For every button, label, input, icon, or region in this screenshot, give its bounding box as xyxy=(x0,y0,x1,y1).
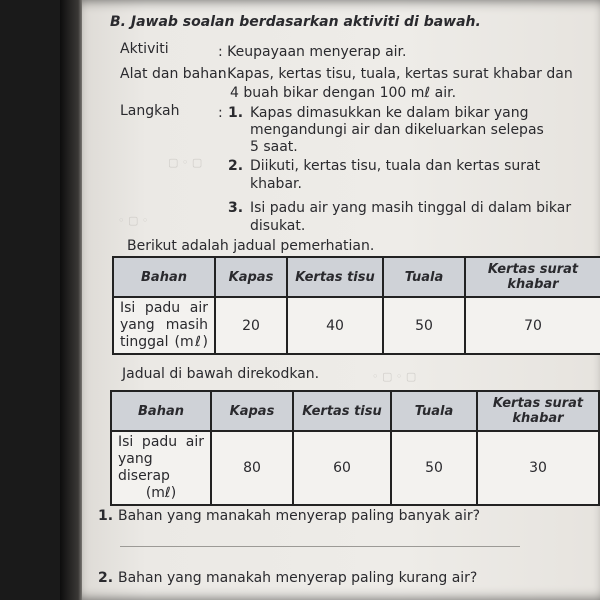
question-1-number: 1. xyxy=(98,508,114,524)
section-heading: B. Jawab soalan berdasarkan aktiviti di bawah. xyxy=(110,14,481,30)
step-3-line-1: Isi padu air yang masih tinggal di dalam bikar xyxy=(250,200,572,216)
step-3-number: 3. xyxy=(228,200,244,216)
question-2-number: 2. xyxy=(98,570,114,586)
langkah-colon: : xyxy=(218,105,223,121)
table-row xyxy=(111,431,599,505)
header-kertas-surat-line-2: khabar xyxy=(507,277,559,292)
value-kertas-surat-khabar: 70 xyxy=(465,297,600,354)
answer-line-1[interactable] xyxy=(120,546,520,547)
table-2-caption: Jadual di bawah direkodkan. xyxy=(122,366,320,382)
header-kertas-tisu: Kertas tisu xyxy=(287,257,383,297)
step-1-line-1: Kapas dimasukkan ke dalam bikar yang xyxy=(250,105,529,121)
step-1-line-3: 5 saat. xyxy=(250,139,298,155)
row-label-cell xyxy=(113,297,215,354)
header-kertas-surat-line-1: Kertas surat xyxy=(487,262,579,277)
table-header-row xyxy=(113,257,600,297)
row-label-line-3: (mℓ) xyxy=(145,485,177,501)
value-tuala: 50 xyxy=(391,431,477,505)
header-kapas: Kapas xyxy=(211,391,293,431)
recorded-table xyxy=(110,390,600,506)
row-label-cell xyxy=(111,431,211,505)
row-label-line-2: yang masih xyxy=(120,317,208,333)
step-2-number: 2. xyxy=(228,158,244,174)
header-bahan: Bahan xyxy=(113,257,215,297)
row-label-line-3: tinggal (mℓ) xyxy=(120,334,208,350)
row-label-line-1: Isi padu air xyxy=(120,300,208,316)
value-kertas-surat-khabar: 30 xyxy=(477,431,599,505)
step-2-line-1: Diikuti, kertas tisu, tuala dan kertas surat xyxy=(250,158,541,174)
step-1-line-2: mengandungi air dan dikeluarkan selepas xyxy=(250,122,544,138)
value-kapas: 80 xyxy=(211,431,293,505)
header-kertas-tisu: Kertas tisu xyxy=(293,391,391,431)
value-kertas-tisu: 60 xyxy=(293,431,391,505)
aktiviti-label: Aktiviti xyxy=(120,41,169,57)
question-1-text: Bahan yang manakah menyerap paling banyak air? xyxy=(118,508,481,524)
bleed-through-mark: ▢ ◦ ▢ xyxy=(168,156,203,169)
bleed-through-mark: ◦ ▢ ◦ xyxy=(118,214,149,227)
bleed-through-mark: ◦ ▢ ◦ ▢ xyxy=(372,370,417,383)
value-kapas: 20 xyxy=(215,297,287,354)
step-3-line-2: disukat. xyxy=(250,218,306,234)
alat-label: Alat dan bahan xyxy=(120,66,227,82)
header-kertas-surat-line-2: khabar xyxy=(512,411,564,426)
row-label-line-2: yang diserap xyxy=(118,451,170,484)
header-tuala: Tuala xyxy=(391,391,477,431)
header-tuala: Tuala xyxy=(383,257,465,297)
langkah-label: Langkah xyxy=(120,103,180,119)
value-tuala: 50 xyxy=(383,297,465,354)
step-2-line-2: khabar. xyxy=(250,176,302,192)
header-kertas-surat-line-1: Kertas surat xyxy=(492,396,584,411)
row-label-line-1: Isi padu air xyxy=(118,434,204,450)
table-header-row xyxy=(111,391,599,431)
header-kertas-surat-khabar xyxy=(477,391,599,431)
alat-value-line-1: : Kapas, kertas tisu, tuala, kertas surat khabar dan xyxy=(218,66,573,82)
value-kertas-tisu: 40 xyxy=(287,297,383,354)
step-1-number: 1. xyxy=(228,105,244,121)
table-1-caption: Berikut adalah jadual pemerhatian. xyxy=(127,238,375,254)
header-bahan: Bahan xyxy=(111,391,211,431)
observation-table xyxy=(112,256,600,355)
header-kertas-surat-khabar xyxy=(465,257,600,297)
question-2-text: Bahan yang manakah menyerap paling kurang air? xyxy=(118,570,478,586)
header-kapas: Kapas xyxy=(215,257,287,297)
aktiviti-value: : Keupayaan menyerap air. xyxy=(218,44,407,60)
table-row xyxy=(113,297,600,354)
alat-value-line-2: 4 buah bikar dengan 100 mℓ air. xyxy=(230,85,457,101)
